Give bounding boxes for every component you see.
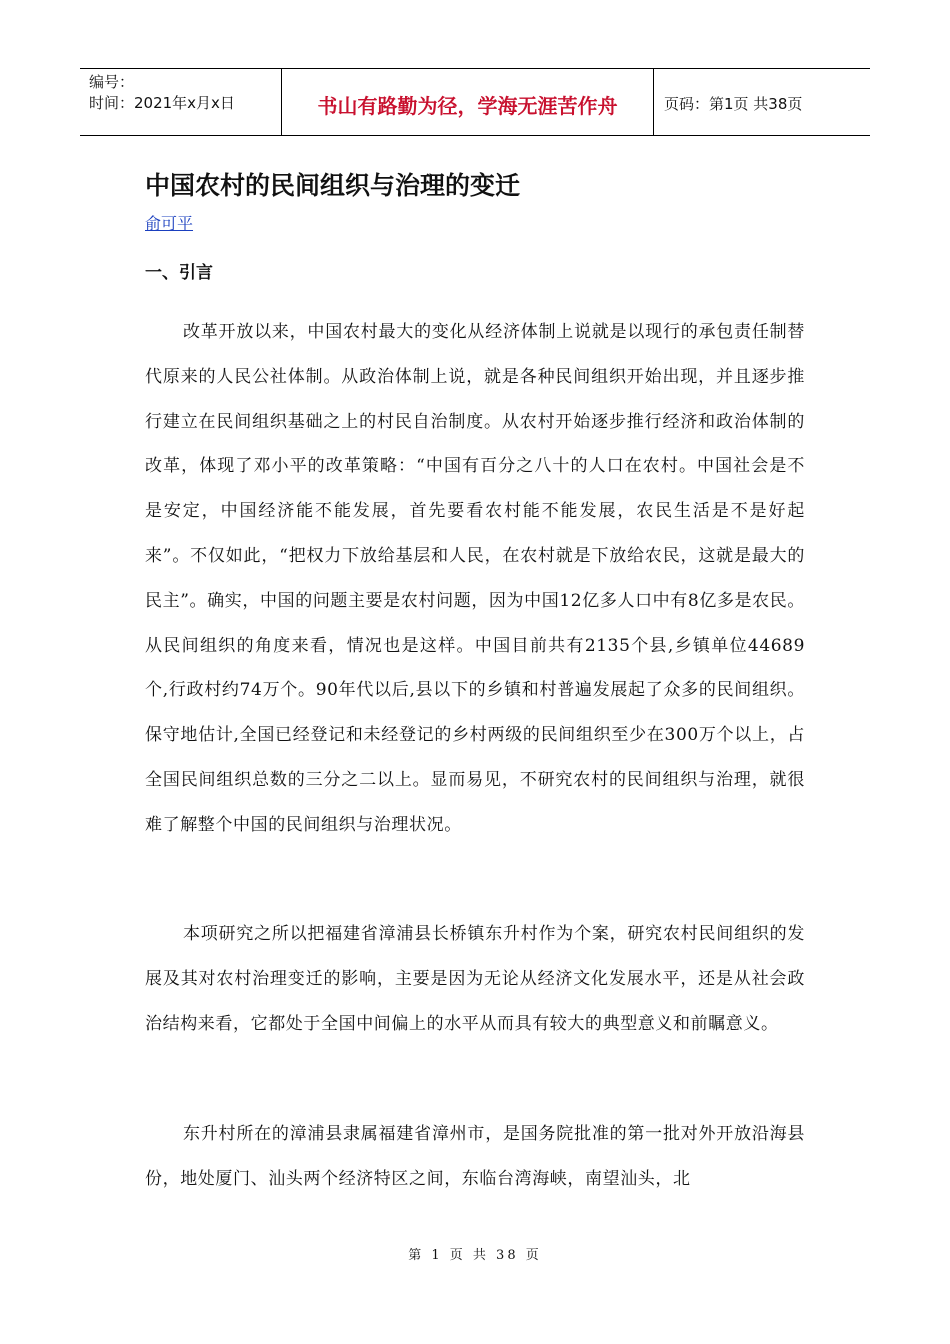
page-header xyxy=(80,68,870,136)
body-paragraph: 本项研究之所以把福建省漳浦县长桥镇东升村作为个案，研究农村民间组织的发展及其对农村治理变迁的影响，主要是因为无论从经济文化发展水平，还是从社会政治结构来看，它都处于全国中间偏上的水平从而具有较大的典型意义和前瞩意义。 xyxy=(145,924,805,1034)
author-link[interactable]: 俞可平 xyxy=(145,214,194,233)
document-date-label: 时间：2021年x月x日 xyxy=(89,94,235,112)
page-footer: 第 1 页 共 38 页 xyxy=(408,1248,542,1263)
body-paragraph: 东升村所在的漳浦县隶属福建省漳州市，是国务院批准的第一批对外开放沿海县份，地处厦门、汕头两个经济特区之间，东临台湾海峡，南望汕头，北 xyxy=(145,1124,805,1189)
header-meta-cell xyxy=(80,69,282,135)
header-motto: 书山有路勤为径，学海无涯苦作舟 xyxy=(282,69,654,135)
document-number-label: 编号： xyxy=(89,73,135,91)
article-title: 中国农村的民间组织与治理的变迁 xyxy=(145,171,521,200)
header-page-info: 页码：第1页 共38页 xyxy=(664,94,803,113)
body-paragraph: 改革开放以来，中国农村最大的变化从经济体制上说就是以现行的承包责任制替代原来的人民公社体制。从政治体制上说，就是各种民间组织开始出现，并且逐步推行建立在民间组织基础之上的村民自治制度。从农村开始逐步推行经济和政治体制的改革，体现了邓小平的改革策略：“中国有百分之八十的人口在农村。中国社会是不是安定，中国经济能不能发展，首先要看农村能不能发展，农民生活是不是好起来”。不仅如此，“把权力下放给基层和人民，在农村就是下放给农民，这就是最大的民主”。确实，中国的问题主要是农村问题，因为中国12亿多人口中有8亿多是农民。从民间组织的角度来看，情况也是这样。中国目前共有2135个县,乡镇单位44689个,行政村约74万个。90年代以后,县以下的乡镇和村普遍发展起了众多的民间组织。保守地估计,全国已经登记和未经登记的乡村两级的民间组织至少在300万个以上，占全国民间组织总数的三分之二以上。显而易见，不研究农村的民间组织与治理，就很难了解整个中国的民间组织与治理状况。 xyxy=(145,322,805,835)
section-heading: 一、引言 xyxy=(145,263,213,283)
